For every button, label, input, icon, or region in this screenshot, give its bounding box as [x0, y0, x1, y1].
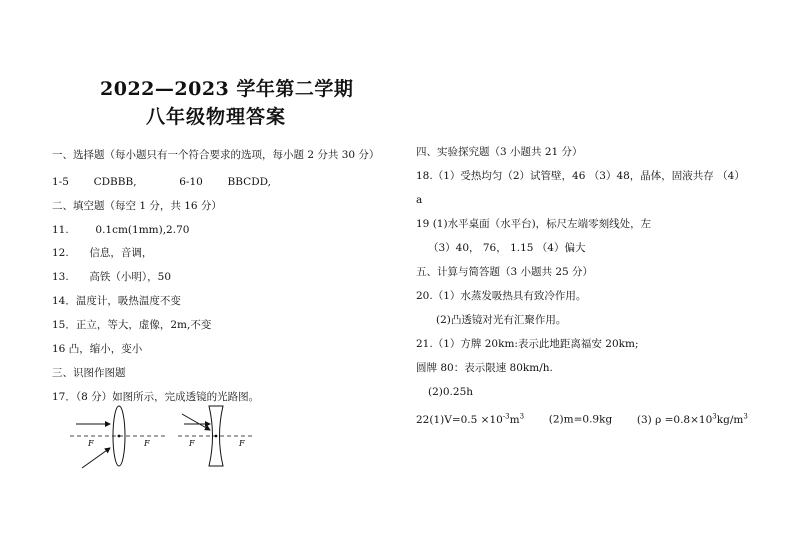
q22-density-unit: kg/m: [716, 413, 744, 426]
lens-ray-diagram: [66, 402, 256, 476]
q21-line-2: 圆牌 80：表示限速 80km/h.: [416, 362, 553, 374]
q18-line-2: a: [416, 194, 423, 206]
q15-answer: 15．正立，等大，虚像，2m,不变: [52, 319, 212, 331]
q11-number: 11.: [52, 224, 69, 236]
q12-row: [52, 246, 152, 260]
q13-number: 13.: [52, 271, 69, 283]
q12-answer: 信息，音调，: [89, 247, 153, 259]
section4-heading: 四、实验探究题（3 小题共 21 分）: [416, 146, 583, 158]
q22-density-unit-exponent: 3: [743, 412, 748, 420]
title-line-1: 2022—2023 学年第二学期: [100, 78, 354, 100]
q13-answer: 高铁（小明），50: [89, 271, 172, 283]
q16-answer: 16 凸，缩小，变小: [52, 343, 143, 355]
q18-line-1: 18.（1）受热均匀（2）试管壁，46 （3）48，晶体，固液共存 （4）: [416, 170, 745, 182]
q22-volume-exponent: -3: [502, 412, 510, 420]
q13-row: [52, 270, 171, 284]
section2-heading: 二、填空题（每空 1 分，共 16 分）: [52, 200, 222, 212]
q20-line-2: (2)凸透镜对光有汇聚作用。: [436, 314, 567, 326]
section1-heading: 一、选择题（每小题只有一个符合要求的选项，每小题 2 分共 30 分）: [52, 149, 380, 161]
mc-range-2: 6-10: [179, 176, 203, 188]
q19-line-2: （3）40， 76， 1.15 （4）偏大: [428, 242, 586, 254]
q22-row: [416, 409, 748, 427]
mc-answers-2: BBCDD,: [227, 176, 271, 188]
q22-volume-unit: m: [509, 413, 520, 426]
concave-center-ray: [182, 414, 210, 430]
q11-row: [52, 223, 189, 237]
mc-answers-1: CDBBB,: [93, 176, 137, 188]
q19-line-1: 19 (1)水平桌面（水平台)，标尺左端零刻线处，左: [416, 218, 652, 230]
q22-volume: [416, 414, 524, 426]
q11-answer: 0.1cm(1mm),2.70: [95, 224, 190, 236]
q22-volume-unit-exponent: 3: [519, 412, 525, 420]
q21-line-1: 21.（1）方牌 20km:表示此地距离福安 20km;: [416, 338, 639, 350]
q22-density: [637, 414, 748, 426]
q21-line-3: (2)0.25h: [428, 386, 474, 398]
mc-range-1: 1-5: [52, 176, 69, 188]
section5-heading: 五、计算与简答题（3 小题共 25 分）: [416, 266, 594, 278]
convex-focus-left-label: F: [88, 439, 94, 448]
concave-optical-center: [215, 435, 218, 438]
concave-lens-diagram: [178, 406, 254, 466]
q22-mass: (2)m=0.9kg: [548, 413, 613, 426]
q14-answer: 14．温度计，吸热温度不变: [52, 295, 181, 307]
section3-heading: 三、识图作图题: [52, 367, 126, 379]
convex-lens-diagram: [70, 406, 166, 468]
q22-density-exponent: 3: [712, 412, 717, 420]
title-line-2: 八年级物理答案: [146, 106, 287, 128]
q12-number: 12.: [52, 247, 69, 259]
concave-focus-right-label: F: [239, 439, 245, 448]
q20-line-1: 20.（1）水蒸发吸热具有致冷作用。: [416, 290, 587, 302]
q22-density-base: (3) ρ =0.8×10: [636, 413, 713, 426]
convex-optical-center: [118, 435, 121, 438]
convex-focus-right-label: F: [144, 439, 150, 448]
q17-prompt: 17．（8 分）如图所示，完成透镜的光路图。: [52, 391, 260, 403]
mc-row: [52, 175, 271, 189]
convex-focal-ray: [82, 448, 110, 468]
q22-volume-base: 22(1)V=0.5 ×10: [416, 413, 503, 426]
concave-focus-left-label: F: [189, 439, 195, 448]
